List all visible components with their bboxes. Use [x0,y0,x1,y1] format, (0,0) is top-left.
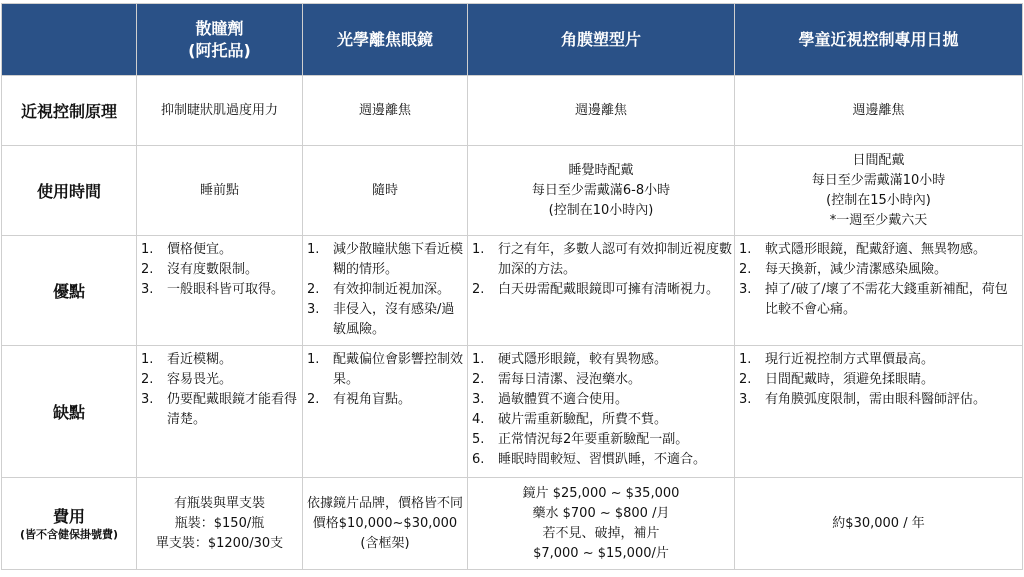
list-item: 2. 每天換新，減少清潔感染風險。 [739,262,948,277]
usage-line: 睡覺時配戴 [568,162,634,178]
list-item: 1. 硬式隱形眼鏡，較有異物感。 [472,352,668,367]
pros-list [739,240,1020,320]
header-atropine [137,4,303,76]
list-item: 5. 正常情況每2年要重新驗配一副。 [472,432,689,447]
cell-usage-glasses: 隨時 [303,146,468,236]
cost-line: 瓶裝：$150/瓶 [174,515,265,531]
cost-line: 依據鏡片品牌，價格皆不同 [306,495,463,511]
header-atropine-line: (阿托品) [188,40,251,60]
cell-cost-daily: 約$30,000 / 年 [735,478,1023,570]
row-label-cost [2,478,137,570]
cell-cons-daily [735,346,1023,478]
cell-principle-orthok: 週邊離焦 [468,76,735,146]
cost-sublabel: (皆不含健保掛號費) [19,528,119,541]
pros-list [472,240,732,300]
cons-list [307,350,465,410]
usage-line: (控制在10小時內) [548,202,654,218]
cell-usage-orthok [468,146,735,236]
usage-line: 每日至少需戴滿10小時 [811,172,946,188]
list-item: 2. 白天毋需配戴眼鏡即可擁有清晰視力。 [472,282,720,297]
usage-line: 每日至少需戴滿6-8小時 [531,182,671,198]
list-item: 2. 容易畏光。 [141,372,233,387]
usage-line: *一週至少戴六天 [829,212,928,228]
row-label-pros: 優點 [2,236,137,346]
cost-line: 有瓶裝與單支裝 [173,495,265,511]
row-pros [2,236,1023,346]
list-item: 6. 睡眠時間較短、習慣趴睡，不適合。 [472,452,707,467]
list-item: 2. 沒有度數限制。 [141,262,259,277]
list-item: 4. 破片需重新驗配，所費不貲。 [472,412,668,427]
header-ortho-k: 角膜塑型片 [468,4,735,76]
cost-line: 鏡片 $25,000 ~ $35,000 [522,485,680,501]
cost-label: 費用 [52,507,85,526]
cons-list [141,350,300,430]
cell-principle-daily: 週邊離焦 [735,76,1023,146]
row-cost [2,478,1023,570]
cost-line: 單支裝：$1200/30支 [155,535,284,551]
cost-line: 價格$10,000~$30,000 [312,515,458,531]
header-atropine-line: 散瞳劑 [195,18,244,38]
cell-pros-orthok [468,236,735,346]
header-daily-lens: 學童近視控制專用日拋 [735,4,1023,76]
cost-line: $7,000 ~ $15,000/片 [533,545,669,561]
cell-cons-orthok [468,346,735,478]
list-item: 1. 現行近視控制方式單價最高。 [739,352,935,367]
list-item: 1. 價格便宜。 [141,242,233,257]
cost-line: (含框架) [360,535,410,551]
usage-line: 日間配戴 [852,152,905,168]
list-item: 1. 軟式隱形眼鏡，配戴舒適、無異物感。 [739,242,987,257]
cell-cost-glasses [303,478,468,570]
cell-cost-orthok [468,478,735,570]
list-item: 2. 需每日清潔、浸泡藥水。 [472,372,642,387]
cell-cons-atropine [137,346,303,478]
cell-principle-glasses: 週邊離焦 [303,76,468,146]
row-label-principle: 近視控制原理 [2,76,137,146]
cell-usage-daily [735,146,1023,236]
list-item: 2. 有效抑制近視加深。 [307,282,451,297]
cons-list [472,350,732,470]
list-item: 1. 配戴偏位會影響控制效果。 [307,352,464,387]
list-item: 1. 行之有年，多數人認可有效抑制近視度數加深的方法。 [472,242,733,277]
cost-line: 若不見、破掉，補片 [542,525,660,541]
list-item: 1. 減少散瞳狀態下看近模糊的情形。 [307,242,464,277]
list-item: 3. 仍要配戴眼鏡才能看得清楚。 [141,392,298,427]
cell-pros-glasses [303,236,468,346]
cons-list [739,350,1020,410]
list-item: 1. 看近模糊。 [141,352,233,367]
list-item: 3. 過敏體質不適合使用。 [472,392,629,407]
comparison-table [1,3,1023,570]
pros-list [307,240,465,340]
row-label-usage: 使用時間 [2,146,137,236]
list-item: 3. 非侵入，沒有感染/過敏風險。 [307,302,455,337]
pros-list [141,240,300,300]
cell-cons-glasses [303,346,468,478]
cell-pros-daily [735,236,1023,346]
list-item: 2. 日間配戴時，須避免揉眼睛。 [739,372,935,387]
row-label-cons: 缺點 [2,346,137,478]
cell-cost-atropine [137,478,303,570]
list-item: 3. 有角膜弧度限制，需由眼科醫師評估。 [739,392,987,407]
list-item: 2. 有視角盲點。 [307,392,412,407]
row-principle [2,76,1023,146]
header-corner [2,4,137,76]
cell-usage-atropine: 睡前點 [137,146,303,236]
list-item: 3. 一般眼科皆可取得。 [141,282,285,297]
header-defocus-glasses: 光學離焦眼鏡 [303,4,468,76]
usage-line: (控制在15小時內) [826,192,931,208]
row-cons [2,346,1023,478]
row-usage [2,146,1023,236]
cell-pros-atropine [137,236,303,346]
list-item: 3. 掉了/破了/壞了不需花大錢重新補配，荷包比較不會心痛。 [739,282,1008,317]
cell-principle-atropine: 抑制睫狀肌過度用力 [137,76,303,146]
cost-line: 藥水 $700 ~ $800 /月 [532,505,670,521]
header-row [2,4,1023,76]
